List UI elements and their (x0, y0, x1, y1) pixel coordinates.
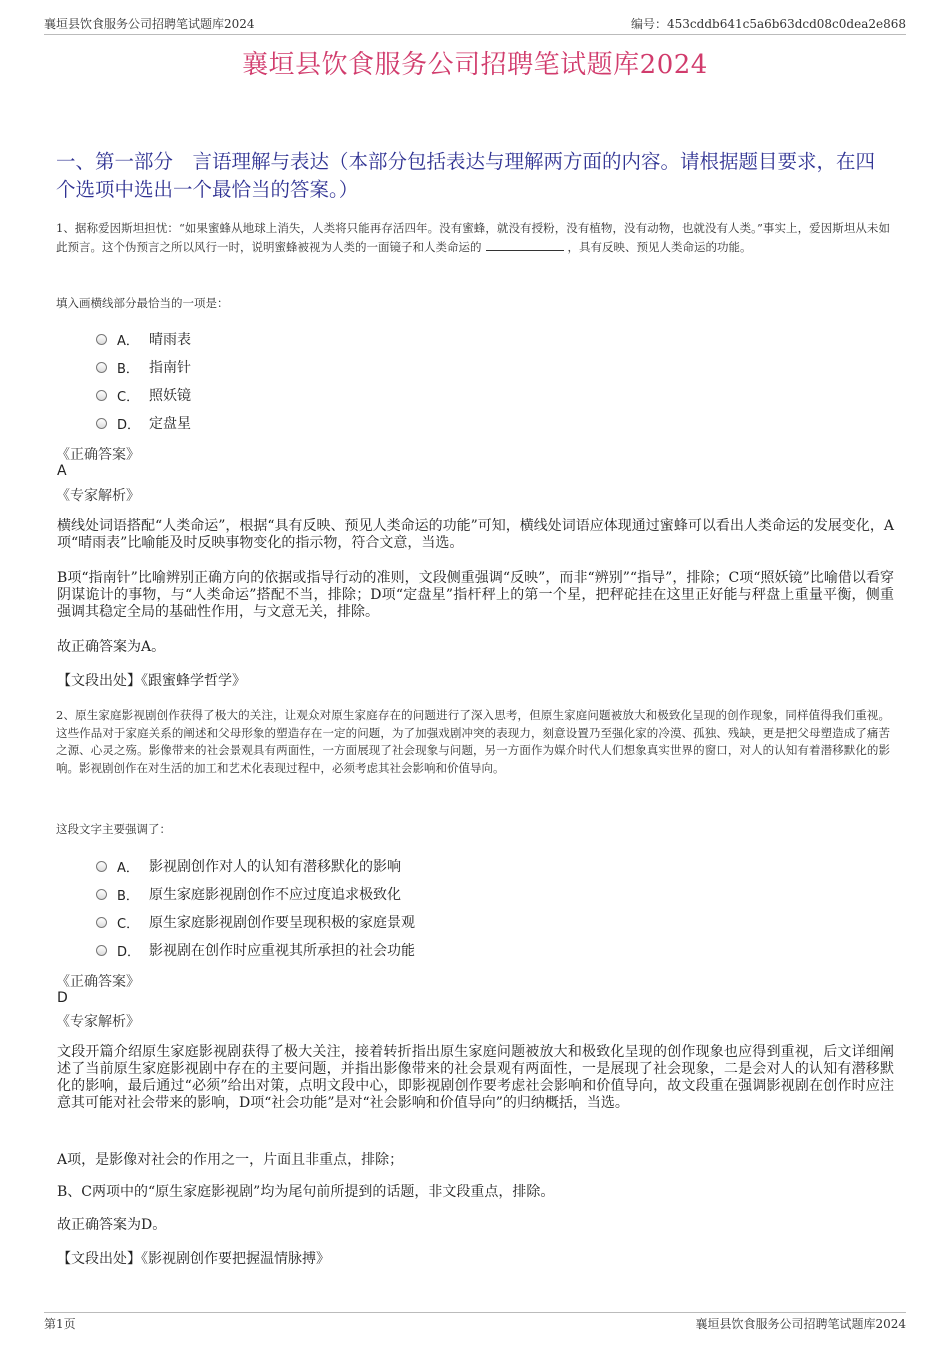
question-1-text-part-b: ，具有反映、预见人类命运的功能。 (567, 239, 752, 254)
option-key: A． (117, 333, 139, 349)
question-2-source: 【文段出处】《影视剧创作要把握温情脉搏》 (57, 1251, 330, 1267)
question-1-option-a[interactable] (96, 329, 191, 349)
option-text: 照妖镜 (149, 388, 191, 404)
option-key: D． (117, 944, 141, 960)
question-2-analysis-paragraph: A项，是影像对社会的作用之一，片面且非重点，排除； (57, 1152, 404, 1168)
option-text: 定盘星 (149, 416, 191, 432)
radio-button-icon[interactable] (96, 861, 107, 872)
question-1-analysis-paragraph: 横线处词语搭配“人类命运”，根据“具有反映、预见人类命运的功能”可知，横线处词语应体现通过蜜蜂可以看出人类命运的发展变化，A项“晴雨表”比喻能及时反映事物变化的指示物，符合文意，当选。 (57, 518, 894, 551)
option-key: A． (117, 860, 139, 876)
option-text: 原生家庭影视剧创作不应过度追求极致化 (149, 887, 401, 903)
question-1-option-c[interactable] (96, 385, 191, 405)
question-1-source: 【文段出处】《跟蜜蜂学哲学》 (57, 673, 246, 689)
question-1-answer: A (57, 463, 67, 479)
radio-button-icon[interactable] (96, 362, 107, 373)
footer-title: 襄垣县饮食服务公司招聘笔试题库2024 (695, 1317, 906, 1331)
question-2-option-c[interactable] (96, 912, 415, 932)
option-text: 指南针 (149, 360, 191, 376)
header-title: 襄垣县饮食服务公司招聘笔试题库2024 (44, 17, 255, 31)
option-key: C． (117, 916, 140, 932)
radio-button-icon[interactable] (96, 390, 107, 401)
question-1-option-b[interactable] (96, 357, 191, 377)
header-serial-number: 编号：453cddb641c5a6b63dcd08c0dea2e868 (631, 17, 906, 31)
question-1-prompt: 填入画横线部分最恰当的一项是： (56, 296, 229, 310)
radio-button-icon[interactable] (96, 945, 107, 956)
option-text: 影视剧在创作时应重视其所承担的社会功能 (149, 943, 415, 959)
question-2-answer: D (57, 990, 68, 1006)
option-key: B． (117, 888, 139, 904)
radio-button-icon[interactable] (96, 917, 107, 928)
question-1-conclusion: 故正确答案为A。 (57, 639, 166, 655)
question-2-answer-label: 《正确答案》 (56, 974, 140, 990)
question-1-answer-label: 《正确答案》 (56, 447, 140, 463)
option-key: B． (117, 361, 139, 377)
radio-button-icon[interactable] (96, 889, 107, 900)
option-text: 影视剧创作对人的认知有潜移默化的影响 (149, 859, 401, 875)
radio-button-icon[interactable] (96, 334, 107, 345)
radio-button-icon[interactable] (96, 418, 107, 429)
section-heading: 一、第一部分 言语理解与表达（本部分包括表达与理解两方面的内容。请根据题目要求，在四个选项中选出一个最恰当的答案。） (56, 150, 876, 201)
question-1-text-part-a: 1、据称爱因斯坦担忧：“如果蜜蜂从地球上消失，人类将只能再存活四年。没有蜜蜂，就没有授粉，没有植物，没有动物，也就没有人类。”事实上，爱因斯坦从未如此预言。这个伪预言之所以风行一时，说明蜜蜂被视为人类的一面镜子和人类命运的 (56, 221, 890, 254)
option-key: D． (117, 417, 141, 433)
question-2-option-b[interactable] (96, 884, 401, 904)
option-text: 原生家庭影视剧创作要呈现积极的家庭景观 (149, 915, 415, 931)
fill-in-blank (486, 238, 564, 251)
question-2-text: 2、原生家庭影视剧创作获得了极大的关注，让观众对原生家庭存在的问题进行了深入思考，但原生家庭问题被放大和极致化呈现的创作现象，同样值得我们重视。这些作品对于家庭关系的阐述和父母形象的塑造存在一定的问题，为了加强戏剧冲突的表现力，刻意设置乃至强化家的冷漠、孤独、残缺，更是把父母塑造成了痛苦之源、心灵之殇。影像带来的社会景观具有两面性，一方面展现了社会现象与问题，另一方面作为媒介时代人们想象真实世界的窗口，对人的认知有着潜移默化的影响。影视剧创作在对生活的加工和艺术化表现过程中，必须考虑其社会影响和价值导向。 (56, 708, 890, 775)
question-2-analysis-paragraph: 文段开篇介绍原生家庭影视剧获得了极大关注，接着转折指出原生家庭问题被放大和极致化呈现的创作现象也应得到重视，后文详细阐述了当前原生家庭影视剧中存在的主要问题，并指出影像带来的社会景观有两面性，一是展现了社会现象，二是会对人的认知有潜移默化的影响，最后通过“必须”给出对策，点明文段中心，即影视剧创作要考虑社会影响和价值导向，故文段重在强调影视剧在创作时应注意其可能对社会带来的影响，D项“社会功能”是对“社会影响和价值导向”的归纳概括，当选。 (57, 1044, 894, 1111)
question-2-option-d[interactable] (96, 940, 415, 960)
page-header (44, 14, 906, 35)
option-key: C． (117, 389, 140, 405)
option-text: 晴雨表 (149, 332, 191, 348)
question-1-analysis-label: 《专家解析》 (56, 488, 140, 504)
page-footer (44, 1312, 906, 1333)
question-2-analysis-label: 《专家解析》 (56, 1014, 140, 1030)
question-2-analysis-paragraph: B、C两项中的“原生家庭影视剧”均为尾句前所提到的话题，非文段重点，排除。 (57, 1184, 555, 1200)
question-2-option-a[interactable] (96, 856, 401, 876)
question-1-text (56, 220, 890, 256)
page-number: 第1页 (44, 1317, 76, 1331)
question-1-option-d[interactable] (96, 413, 191, 433)
question-1-analysis-paragraph: B项“指南针”比喻辨别正确方向的依据或指导行动的准则，文段侧重强调“反映”，而非“辨别”“指导”，排除；C项“照妖镜”比喻借以看穿阴谋诡计的事物，与“人类命运”搭配不当，排除；D项“定盘星”指杆秤上的第一个星，把秤砣挂在这里正好能与秤盘上重量平衡，侧重强调其稳定全局的基础性作用，与文意无关，排除。 (57, 570, 894, 620)
question-2-conclusion: 故正确答案为D。 (57, 1217, 167, 1233)
question-2-prompt: 这段文字主要强调了： (56, 822, 171, 836)
document-title: 襄垣县饮食服务公司招聘笔试题库2024 (242, 50, 708, 80)
